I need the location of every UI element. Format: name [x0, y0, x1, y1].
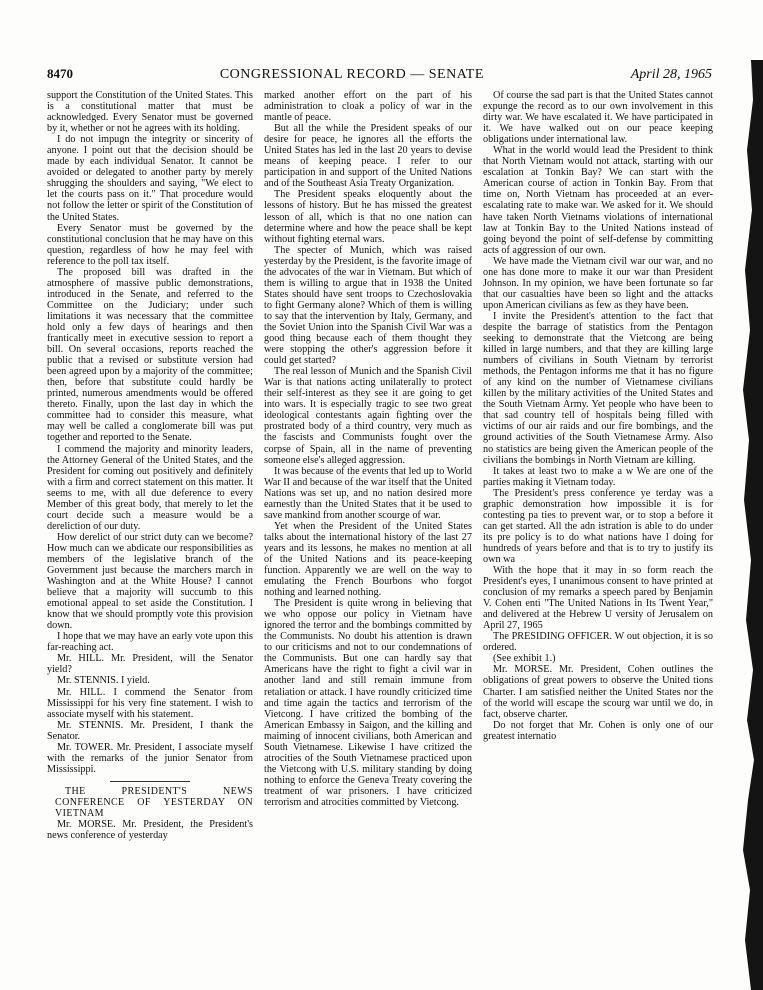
paragraph: The President is quite wrong in believing that we who oppose our policy in Vietnam have ignored the terror and the bombings committed by the Communists. No doubt his attention is drawn to our criticisms and not to our condemnations of the Communists. But one can hardly say that Americans have the right to fight a civil war in another land and still remain immune from retaliation or attack. I have roundly criticized time and time again the tactics and terrorism of the Vietcong. I have critized the bombing of the American Embassy in Saigon, and the killing and maiming of innocent civilians, both American and South Vietnamese. Likewise I have critized the atrocities of the South Vietnamese practiced upon the Vietcong with U.S. military standing by doing nothing to enforce the Geneva Treaty covering the treatment of war prisoners. I have criticized terrorism and atrocities committed by Vietcong.	[264, 598, 472, 808]
paragraph: I invite the President's attention to the fact that despite the barrage of statistics from the Pentagon seeking to demonstrate that the Vietcong are being killed in large numbers, and that they are killing large numbers of civilians in South Vietnam by terrorist methods, the Pentagon informs me that it has no figure of any kind on the number of Vietnamese civilians killen by the military activities of the United States and the South Vietnam Army. Yet people who have been to that sad country tell of hospitals being filled with victims of our air raids and our fire bombings, and the ground activities of the South Vietnamese Army. Also no statistics are being given the American people of the civilians the bombings in North Vietnam are killing.	[483, 310, 713, 466]
paragraph: Mr. HILL. Mr. President, will the Senator yield?	[47, 653, 253, 676]
paragraph: Mr. MORSE. Mr. President, Cohen outlines the obligations of great powers to observe the United tions Charter. I am satisfied neither the United States nor the of the world will escape the scourg war until we do, in fact, observe charter.	[483, 664, 713, 720]
paragraph: I commend the majority and minority leaders, the Attorney General of the United States, and the President for coming out positively and definitely with a firm and correct statement on this matter. It seems to me, with all due deference to every Member of this great body, that merely to let the court decide such a measure would be a dereliction of our duty.	[47, 443, 253, 532]
page-header	[47, 66, 712, 84]
paragraph: It takes at least two to make a w We are one of the parties making it Vietnam today.	[483, 465, 713, 488]
torn-page-edge	[741, 60, 763, 990]
paragraph: We have made the Vietnam civil war our war, and no one has done more to make it our war than President Johnson. In my opinion, we have been fortunate so far that our casualties have been so light and the attacks upon American civilians as few as they have been.	[483, 255, 713, 311]
page-number: 8470	[47, 66, 73, 81]
paragraph: Of course the sad part is that the United States cannot expunge the record as to our own involvement in this dirty war. We have escalated it. We have participated in it. We have walked out on our peace keeping obligations under international law.	[483, 90, 713, 146]
paragraph: What in the world would lead the President to think that North Vietnam would not attack, starting with our escalation at Tonkin Bay? We can start with the American course of action in Tonkin Bay. From that time on, North Vietnam has proceeded at an ever-escalating rate to make war. We asked for it. We should have taken North Vietnams violations of international law at Tonkin Bay to the United Nations instead of going beyond the point of self-defense by committing acts of aggression of our own.	[483, 145, 713, 256]
paragraph: (See exhibit 1.)	[493, 653, 556, 665]
paragraph: The President speaks eloquently about the lessons of history. But he has missed the greatest lesson of all, which is that no one nation can determine where and how the peace shall be kept without fighting eternal wars.	[264, 189, 472, 245]
masthead-title: CONGRESSIONAL RECORD — SENATE	[219, 67, 484, 82]
column-3	[483, 90, 713, 970]
section-heading: THE PRESIDENT'S NEWS CONFERENCE OF YESTERDAY ON VIETNAM	[55, 785, 253, 819]
paragraph: Mr. STENNIS. Mr. President, I thank the Senator.	[47, 719, 253, 742]
paragraph: Every Senator must be governed by the constitutional conclusion that he may have on this question, regardless of how he may feel with reference to the poll tax itself.	[47, 222, 253, 267]
paragraph: I hope that we may have an early vote upon this far-reaching act.	[47, 631, 253, 654]
paragraph: With the hope that it may in so form reach the President's eyes, I unanimous consent to have printed at conclusion of my remarks a speech pared by Benjamin V. Cohen enti "The United Nations in Its Twent Year," and delivered at the Hebrew U versity of Jerusalem on April 27, 1965	[483, 565, 713, 632]
paragraph: Mr. MORSE. Mr. President, the President's news conference of yesterday	[47, 818, 253, 841]
paragraph: The real lesson of Munich and the Spanish Civil War is that nations acting unilaterally to protect their self-interest as they see it are going to get into wars. It is especially tragic to see two great ideological contestants again fighting over the prostrated body of a third country, very much as the fascists and Communists fought over the corpse of Spain, all in the name of preventing someone else's alleged aggression.	[264, 366, 472, 466]
section-divider	[110, 781, 190, 782]
paragraph: Do not forget that Mr. Cohen is only one of our greatest internatio	[483, 719, 713, 742]
paragraph: It was because of the events that led up to World War II and because of the war itself that the United Nations was set up, and no nation desired more earnestly than the United States that it be used to save mankind from another scourge of war.	[264, 465, 472, 521]
paragraph: Yet when the President of the United States talks about the international history of the last 27 years and its lessons, he makes no mention at all of the United Nations and its peace-keeping function. Apparently we are well on the way to emulating the French Bourbons who forgot nothing and learned nothing.	[264, 520, 472, 599]
paragraph: Mr. TOWER. Mr. President, I associate myself with the remarks of the junior Senator from Mississippi.	[47, 741, 253, 775]
paragraph: The PRESIDING OFFICER. W out objection, it is so ordered.	[483, 631, 713, 654]
paragraph: The proposed bill was drafted in the atmosphere of massive public demonstrations, introduced in the Senate, and referred to the Committee on the Judiciary; under such limitations it was necessary that the committee hold only a few days of hearings and then frantically meet in executive session to report a bill. On several occasions, reports reached the public that a revised or substitute version had been agreed upon by a majority of the committee; then, before that substitute could hardly be printed, numerous amendments would be offered thereto. Finally, upon the last day in which the committee had to consider this measure, what may well be called a conglomerate bill was put together and reported to the Senate.	[47, 266, 253, 444]
paragraph: But all the while the President speaks of our desire for peace, he ignores all the efforts the United States has led in the last 20 years to devise means of keeping peace. I refer to our participation in and support of the United Nations and of the Southeast Asia Treaty Organization.	[264, 123, 472, 190]
column-1	[47, 90, 253, 982]
paragraph: I do not impugn the integrity or sincerity of anyone. I point out that the decision should be made by each individual Senator. It cannot be avoided or delegated to another party by merely shrugging the shoulders and saying, "We elect to let the courts pass on it." That procedure would not follow the letter or spirit of the Constitution of the United States.	[47, 134, 253, 223]
issue-date: April 28, 1965	[630, 67, 712, 82]
paragraph: The specter of Munich, which was raised yesterday by the President, is the favorite image of the advocates of the war in Vietnam. But which of them is willing to argue that in 1938 the United States should have sent troops to Czechoslovakia to fight Germany alone? Which of them is willing to say that the intervention by Italy, Germany, and the Soviet Union into the Spanish Civil War was a good thing because each of them thought they were stopping the other's aggression before it could get started?	[264, 244, 472, 367]
paragraph: Mr. STENNIS. I yield.	[57, 675, 150, 687]
paragraph: marked another effort on the part of his administration to cloak a policy of war in the mantle of peace.	[264, 90, 472, 124]
paragraph: Mr. HILL. I commend the Senator from Mississippi for his very fine statement. I wish to associate myself with his statement.	[47, 686, 253, 720]
column-2	[264, 90, 472, 970]
paragraph: The President's press conference ye terday was a graphic demonstration how impossible it is for contesting pa ties to prevent war, or to stop a before it can get started. All the adn istration is able to do under its pre policy is to do what nations have l doing for hundreds of years before and that is to try to justify its own wa	[483, 487, 713, 565]
paragraph: support the Constitution of the United States. This is a constitutional matter that must be acknowledged. Every Senator must be governed by it, whether or not he agrees with its holding.	[47, 90, 253, 135]
paragraph: How derelict of our strict duty can we become? How much can we abdicate our responsibilities as members of the legislative branch of the Government just because the marchers march in Washington and at the White House? I cannot believe that a majority will succumb to this emotional appeal to set aside the Constitution. I know that we should promptly vote this provision down.	[47, 531, 253, 632]
